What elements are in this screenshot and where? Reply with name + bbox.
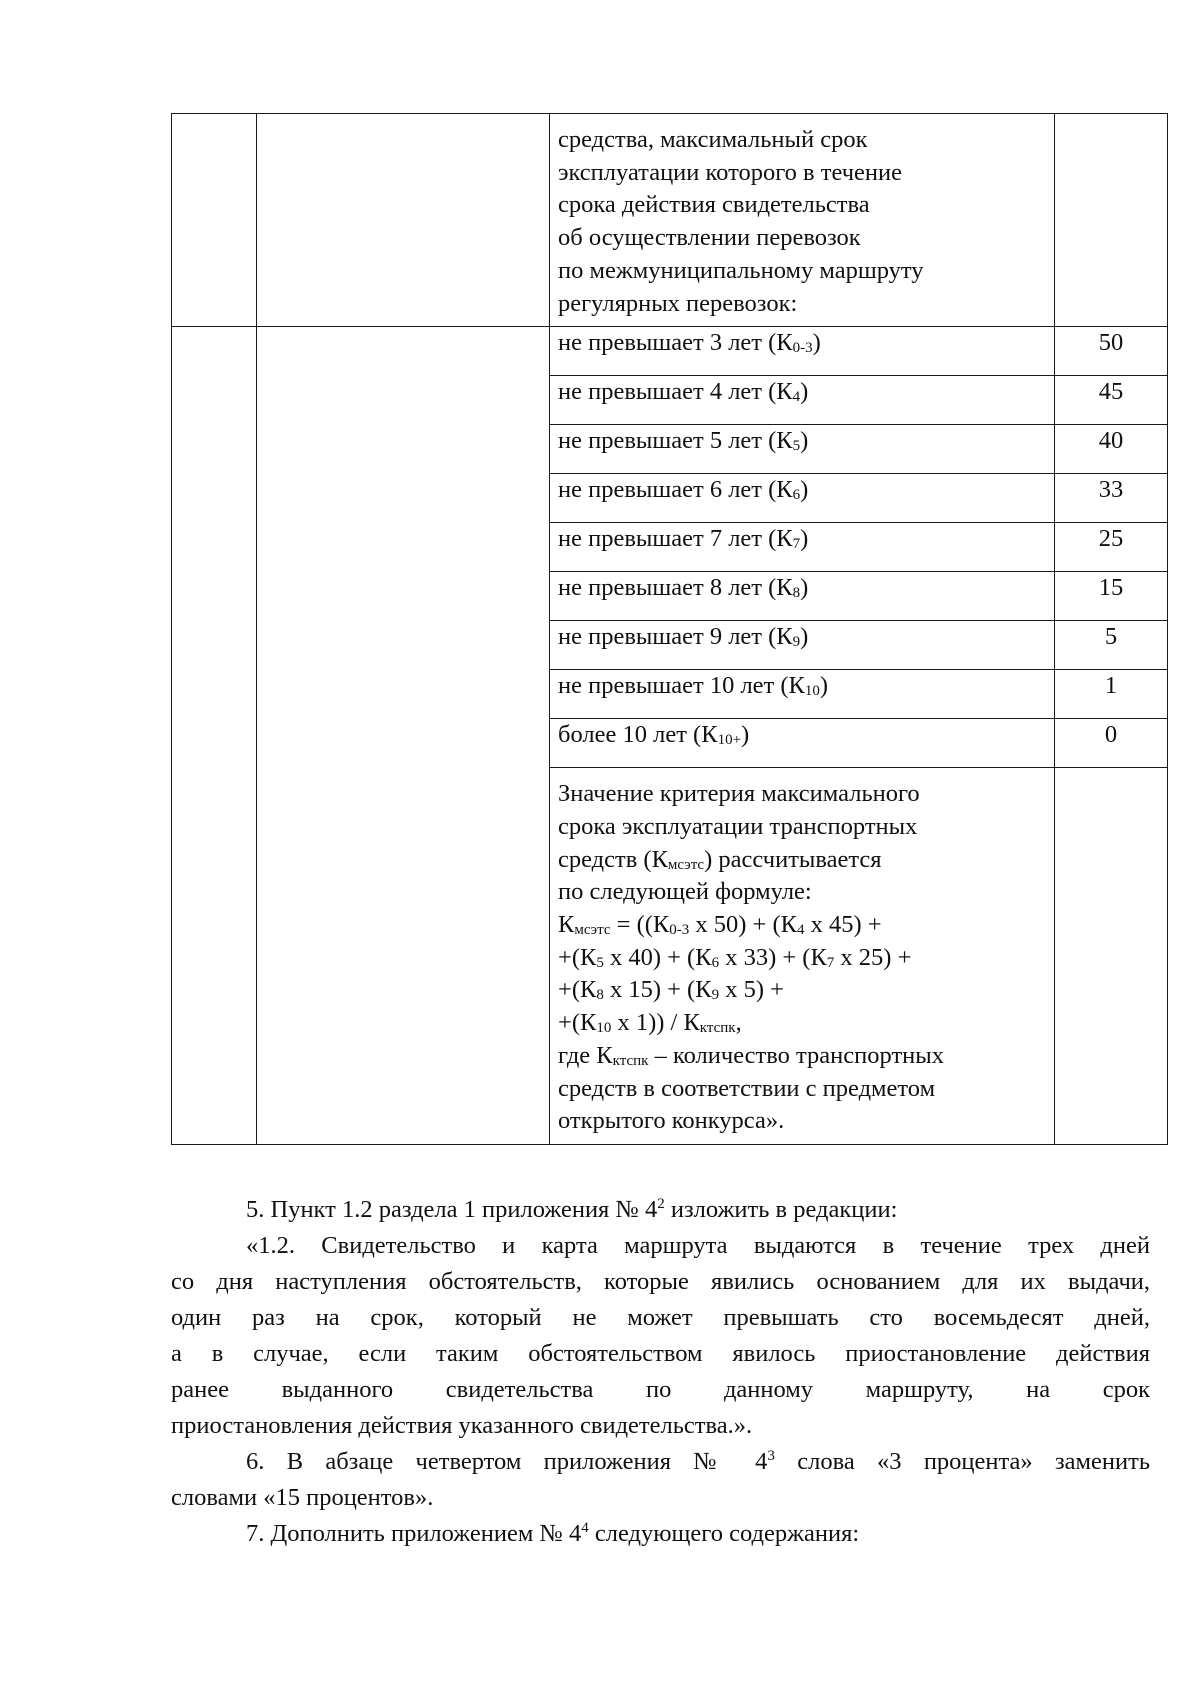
table-cell-criterion (257, 114, 550, 327)
formula-line: $+(К_{10}$ х $1)) / К_{ктспк}$, (558, 1009, 742, 1037)
option-label: не превышает 10 лет $(К_{10})$ (550, 670, 1055, 719)
option-score: 50 (1055, 327, 1168, 376)
paragraph-5: 5. Пункт 1.2 раздела 1 приложения № $4^2$ изложить в редакции: (246, 1196, 898, 1223)
table-cell-number (172, 114, 257, 327)
formula-score-cell (1055, 768, 1168, 1145)
criteria-table (171, 113, 1168, 1145)
option-score: 1 (1055, 670, 1168, 719)
option-label: не превышает 4 лет $(К_4)$ (550, 376, 1055, 425)
option-score: 5 (1055, 621, 1168, 670)
table-cell-score (1055, 114, 1168, 327)
option-label: не превышает 8 лет $(К_8)$ (550, 572, 1055, 621)
formula-line: $+(К_8$ х $15) + (К_9$ х 5) + (558, 976, 784, 1004)
intro-line: регулярных перевозок: (558, 289, 798, 317)
option-score: 15 (1055, 572, 1168, 621)
option-score: 40 (1055, 425, 1168, 474)
formula-line: где $К_{ктспк}$ – количество транспортных (558, 1041, 944, 1069)
option-label: не превышает 9 лет $(К_9)$ (550, 621, 1055, 670)
option-score: 33 (1055, 474, 1168, 523)
formula-line: средств в соответствии с предметом (558, 1074, 936, 1102)
intro-line: срока действия свидетельства (558, 191, 870, 219)
formula-line: по следующей формуле: (558, 878, 812, 906)
formula-line: открытого конкурса». (558, 1107, 785, 1135)
table-cell-criterion (257, 327, 550, 1145)
table-row-intro (172, 114, 1168, 327)
option-score: 0 (1055, 719, 1168, 768)
option-score: 25 (1055, 523, 1168, 572)
intro-line: эксплуатации которого в течение (558, 158, 903, 186)
intro-line: средства, максимальный срок (558, 126, 868, 153)
table-row-option (172, 327, 1168, 376)
option-label: не превышает 6 лет $(К_6)$ (550, 474, 1055, 523)
paragraph-1-2: «1.2. Свидетельство и карта маршрута выдаются в течение трех дней со дня наступления обстоятельств, которые явились основанием для их выдачи, один раз на срок, который не может превышать сто восемьдесят дней, а в случае, если таким обстоятельством явилось приостановление действия ранее выданного свидетельства по данному маршруту, на срок приостановления действия указанного свидетельства.». (171, 1232, 1150, 1439)
paragraph-7: 7. Дополнить приложением № $4^4$ следующего содержания: (246, 1520, 860, 1547)
option-label: не превышает 7 лет $(К_7)$ (550, 523, 1055, 572)
option-label: не превышает 3 лет $(К_{0-3})$ (550, 327, 1055, 376)
formula-cell (550, 768, 1055, 1145)
formula-line: срока эксплуатации транспортных (558, 812, 918, 840)
option-label: более 10 лет $(К_{10+})$ (550, 719, 1055, 768)
formula-line: $К_{мсэтс} = ((К_{0-3}$ х $50) + (К_4$ х 45) + (558, 911, 882, 939)
amendment-text (171, 1192, 1150, 1552)
formula-line: $+(К_5$ х $40) + (К_6$ х $33) + (К_7$ х 25) + (558, 943, 912, 971)
paragraph-6: 6. В абзаце четвертом приложения № $4^3$ слова «3 процента» заменить словами «15 процентов». (171, 1448, 1151, 1511)
option-label: не превышает 5 лет $(К_5)$ (550, 425, 1055, 474)
table-cell-number (172, 327, 257, 1145)
table-cell-intro (550, 114, 1055, 327)
intro-line: по межмуниципальному маршруту (558, 256, 924, 284)
formula-line: средств $(К_{мсэтс})$ рассчитывается (558, 845, 882, 873)
formula-line: Значение критерия максимального (558, 780, 920, 808)
intro-line: об осуществлении перевозок (558, 224, 861, 252)
option-score: 45 (1055, 376, 1168, 425)
